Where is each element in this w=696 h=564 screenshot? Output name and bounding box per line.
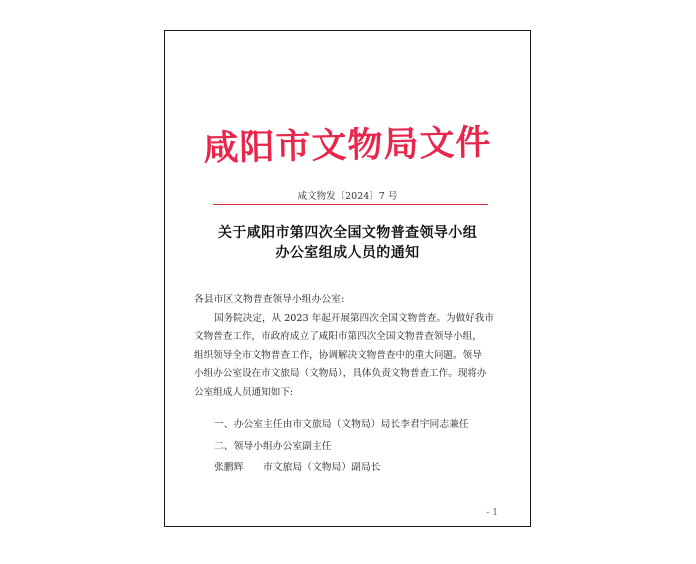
red-divider-line bbox=[213, 204, 488, 205]
deputy-director-row bbox=[194, 457, 509, 479]
document-number: 咸文物发〔2024〕7 号 bbox=[297, 191, 398, 202]
body-paragraph bbox=[194, 310, 509, 402]
document-title-line-2: 办公室组成人员的通知 bbox=[275, 245, 420, 261]
page-number: - 1 bbox=[486, 508, 498, 518]
body-line: 文物普查工作，市政府成立了咸阳市第四次全国文物普查领导小组， bbox=[194, 331, 482, 343]
person-title: 市文旅局（文物局）副局长 bbox=[263, 462, 381, 473]
body-line: 小组办公室设在市文旅局（文物局），具体负责文物普查工作。现将办 bbox=[194, 368, 487, 380]
addressee-line: 各县市区文物普查领导小组办公室: bbox=[194, 294, 345, 305]
document-title-line-1: 关于咸阳市第四次全国文物普查领导小组 bbox=[217, 225, 478, 241]
document-title bbox=[165, 223, 530, 263]
document-page bbox=[164, 30, 531, 527]
issuer-header-title: 咸阳市文物局文件 bbox=[203, 121, 492, 170]
body-line: 公室组成人员通知如下: bbox=[194, 386, 294, 398]
item-one: 一、办公室主任由市文旅局（文物局）局长李君宇同志兼任 bbox=[214, 419, 469, 430]
item-list bbox=[194, 414, 509, 479]
body-line: 组织领导全市文物普查工作，协调解决文物普查中的重大问题。领导 bbox=[194, 349, 482, 361]
body-line: 国务院决定，从 2023 年起开展第四次全国文物普查。为做好我市 bbox=[214, 313, 494, 324]
person-name: 张鹏辉 bbox=[214, 462, 244, 473]
item-two: 二、领导小组办公室副主任 bbox=[214, 440, 332, 452]
